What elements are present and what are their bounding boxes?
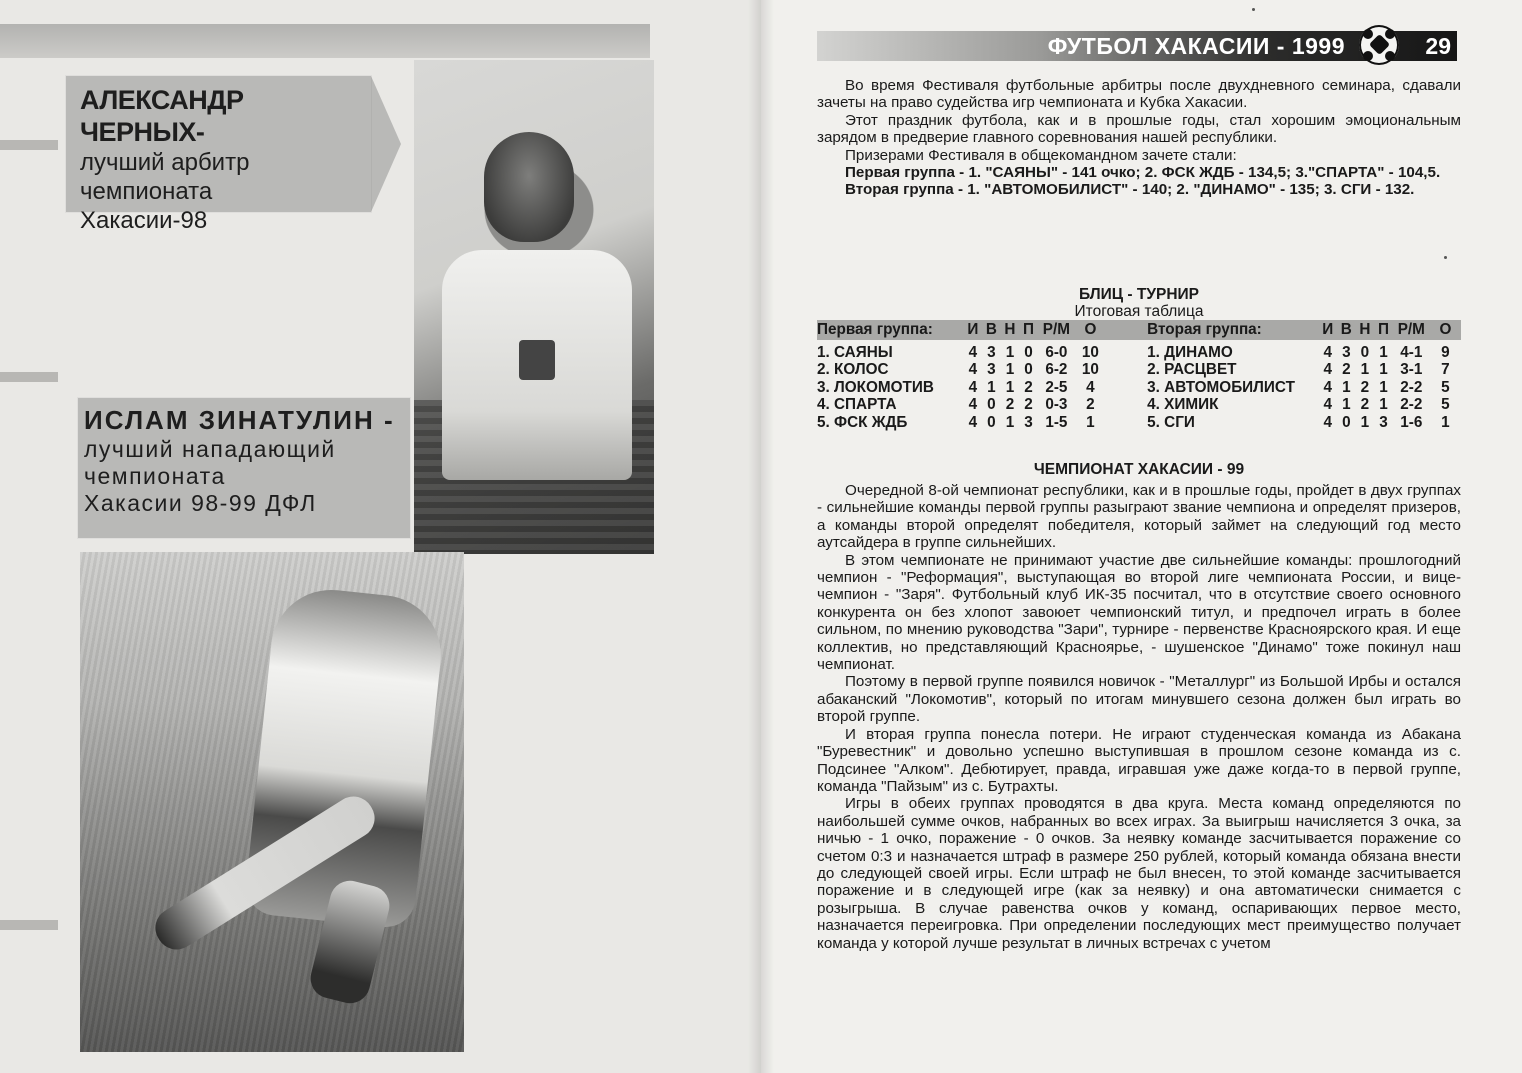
stat-cell: 3: [987, 343, 996, 361]
stat-cell: 1: [1005, 413, 1015, 431]
stat-cell: 2: [1360, 396, 1370, 414]
intro-text: [817, 77, 1461, 199]
callout-name: ИСЛАМ ЗИНАТУЛИН -: [84, 405, 395, 435]
stat-cell: 1: [1379, 396, 1388, 414]
paragraph: Поэтому в первой группе появился новичок - "Металлург" из Большой Ирбы и остался абаканский "Локомотив", который по итогам минувшего сезона должен был играть во второй группе.: [817, 673, 1461, 726]
stat-cell: 2-2: [1400, 378, 1423, 396]
stat-cell: 4: [1086, 378, 1095, 396]
stat-cell: 1: [1342, 396, 1351, 414]
team-cell: 4. СПАРТА: [817, 396, 897, 414]
stat-cell: 1: [1342, 378, 1351, 396]
column-gap: [1106, 320, 1147, 340]
standings-body: [817, 340, 1461, 432]
column-gap: [1106, 361, 1147, 379]
stat-cell: 4: [968, 413, 978, 431]
team-cell: 3. АВТОМОБИЛИСТ: [1147, 378, 1295, 396]
team-cell: 1. ДИНАМО: [1147, 343, 1233, 361]
page-header: [817, 31, 1457, 61]
section-title: ЧЕМПИОНАТ ХАКАСИИ - 99: [1033, 461, 1245, 478]
callout-line: чемпионата: [84, 463, 226, 489]
magazine-title: ФУТБОЛ ХАКАСИИ - 1999: [1047, 33, 1345, 59]
bleed-through-mark: [0, 920, 58, 930]
stat-cell: 1: [1005, 343, 1015, 361]
stat-cell: 1: [1379, 378, 1388, 396]
scan-speck: [1444, 256, 1447, 259]
callout-line: чемпионата: [80, 178, 213, 205]
team-cell: 4. ХИМИК: [1147, 396, 1219, 414]
column-gap: [1106, 340, 1147, 362]
stat-cell: 6-2: [1045, 361, 1068, 379]
stat-cell: 2-5: [1045, 378, 1068, 396]
referee-badge: [519, 340, 555, 380]
column-header: О: [1430, 320, 1461, 340]
stat-cell: 1: [1379, 361, 1388, 379]
stat-cell: 4: [1323, 396, 1333, 414]
bleed-through-banner: [0, 24, 650, 58]
callout-line: Хакасии-98: [80, 207, 208, 234]
stat-cell: 10: [1081, 361, 1099, 379]
stat-cell: 3: [1024, 413, 1033, 431]
stat-cell: 3: [1342, 343, 1351, 361]
stat-cell: 5: [1441, 396, 1450, 414]
callout-line: лучший нападающий: [84, 436, 336, 462]
stat-cell: 0: [1360, 343, 1370, 361]
stat-cell: 4: [1323, 361, 1333, 379]
group-header: Первая группа:: [817, 320, 964, 340]
paragraph: Этот праздник футбола, как и в прошлые годы, стал хорошим эмоциональным зарядом в предверие главного соревнования нашей республики.: [817, 111, 1461, 147]
scan-speck: [1252, 8, 1255, 11]
stat-cell: 1: [1360, 413, 1370, 431]
stat-cell: 1: [1379, 343, 1388, 361]
right-page: [761, 0, 1522, 1073]
prize-line: Вторая группа - 1. "АВТОМОБИЛИСТ" - 140; 2. "ДИНАМО" - 135; 3. СГИ - 132.: [845, 181, 1415, 199]
page-number: 29: [1425, 33, 1451, 59]
table-header-row: [817, 320, 1461, 340]
table-row: [817, 340, 1461, 362]
stat-cell: 10: [1081, 343, 1099, 361]
stat-cell: 9: [1441, 343, 1450, 361]
standings-table: [817, 320, 1461, 432]
stat-cell: 4: [1323, 343, 1333, 361]
stat-cell: 1-5: [1045, 413, 1068, 431]
table-row: [817, 396, 1461, 414]
column-gap: [1106, 414, 1147, 432]
stat-cell: 5: [1441, 378, 1450, 396]
table-row: [817, 379, 1461, 397]
stat-cell: 4: [968, 396, 978, 414]
paragraph: И вторая группа понесла потери. Не играют студенческая команда из Абакана "Буревестник" и довольно успешно выступившая в прошлом сезоне команда из с. Подсинее "Алком". Дебютирует, правда, игравшая уже даже когда-то в первой группе, команда "Пайзым" из с. Бутрахты.: [817, 725, 1461, 795]
stat-cell: 2: [1360, 378, 1370, 396]
callout-arrow: [371, 76, 401, 212]
column-header: П: [1374, 320, 1393, 340]
team-cell: 5. ФСК ЖДБ: [817, 413, 908, 431]
column-header: П: [1019, 320, 1038, 340]
callout-line: Хакасии 98-99 ДФЛ: [84, 490, 317, 516]
stat-cell: 7: [1441, 361, 1450, 379]
team-cell: 2. РАСЦВЕТ: [1147, 361, 1237, 379]
stat-cell: 0: [1024, 361, 1033, 379]
column-header: О: [1075, 320, 1106, 340]
stat-cell: 1: [1360, 361, 1370, 379]
paragraph: Игры в обеих группах проводятся в два круга. Места команд определяются по наибольшей сумме очков, набранных во всех играх. За выигрыш начисляется 3 очка, за ничью - 1 очко, поражение - 0 очков. За неявку команде засчитывается поражение со счетом 0:3 и назначается штраф в размере 250 рублей, который команда обязана внести до следующей своей игры. Если штраф не был внесен, то этой команде засчитывается поражение и в следующей игре (как за неявку) и она автоматически снимается с розыгрыша. В случае равенства очков у команд, оспаривающих первое место, назначается переигровка. При определении последующих мест преимущество получает команда у которой лучше результат в личных встречах с учетом: [817, 795, 1461, 952]
referee-head: [484, 132, 574, 242]
team-cell: 5. СГИ: [1147, 413, 1195, 431]
column-header: И: [1318, 320, 1337, 340]
column-gap: [1106, 379, 1147, 397]
soccer-ball-icon: [1359, 25, 1399, 65]
group-header: Вторая группа:: [1147, 320, 1318, 340]
stat-cell: 4: [968, 361, 978, 379]
stat-cell: 1: [1005, 361, 1015, 379]
stat-cell: 0-3: [1045, 396, 1068, 414]
team-cell: 2. КОЛОС: [817, 361, 889, 379]
team-cell: 3. ЛОКОМОТИВ: [817, 378, 934, 396]
column-header: Н: [1356, 320, 1375, 340]
stat-cell: 4: [968, 343, 978, 361]
prize-line: Первая группа - 1. "САЯНЫ" - 141 очко; 2. ФСК ЖДБ - 134,5; 3."СПАРТА" - 104,5.: [845, 164, 1441, 182]
stat-cell: 4-1: [1400, 343, 1423, 361]
referee-photo: [414, 60, 654, 554]
column-header: Р/М: [1393, 320, 1430, 340]
stat-cell: 2-2: [1400, 396, 1423, 414]
stat-cell: 2: [1086, 396, 1095, 414]
stat-cell: 4: [1323, 378, 1333, 396]
column-header: Н: [1001, 320, 1020, 340]
column-gap: [1106, 396, 1147, 414]
column-header: В: [1337, 320, 1356, 340]
stat-cell: 4: [968, 378, 978, 396]
column-header: Р/М: [1038, 320, 1075, 340]
stat-cell: 0: [1342, 413, 1351, 431]
paragraph: Во время Фестиваля футбольные арбитры после двухдневного семинара, сдавали зачеты на право судейства игр чемпионата и Кубка Хакасии.: [817, 77, 1461, 112]
stat-cell: 1: [1441, 413, 1450, 431]
stat-cell: 0: [987, 413, 996, 431]
table-row: [817, 361, 1461, 379]
paragraph: Очередной 8-ой чемпионат республики, как и в прошлые годы, пройдет в двух группах - сильнейшие команды первой группы разыграют звание чемпиона и определят призеров, а команды второй определят победителя, который займет на следующий год место аутсайдера в группе сильнейших.: [817, 482, 1461, 552]
paragraph: Призерами Фестиваля в общекомандном зачете стали:: [845, 146, 1237, 164]
stat-cell: 1-6: [1400, 413, 1423, 431]
stat-cell: 3-1: [1400, 361, 1423, 379]
stat-cell: 2: [1024, 396, 1033, 414]
section-subtitle: Итоговая таблица: [1074, 303, 1204, 320]
callout-name: АЛЕКСАНДР ЧЕРНЫХ-: [80, 85, 244, 147]
stat-cell: 2: [1024, 378, 1033, 396]
table-row: [817, 414, 1461, 432]
stat-cell: 3: [987, 361, 996, 379]
stat-cell: 0: [987, 396, 996, 414]
stat-cell: 1: [987, 378, 996, 396]
forward-callout: [78, 398, 410, 538]
column-header: И: [964, 320, 983, 340]
bleed-through-mark: [0, 140, 58, 150]
stat-cell: 0: [1024, 343, 1033, 361]
paragraph: В этом чемпионате не принимают участие две сильнейшие команды: прошлогодний чемпион - "Реформация", выступающая во второй лиге чемпионата России, и вице-чемпион - "Заря". Футбольный клуб ИК-35 посчитал, что в отсутствие своего основного конкурента он без хлопот завоюет чемпионский титул, и предпочел играть в более сильном, по мнению руководства "Зари", турнире - первенстве Красноярского края. И еще коллектив, но представляющий Красноярье, - шушенское "Динамо" тоже покинул наш чемпионат.: [817, 551, 1461, 674]
column-header: В: [982, 320, 1001, 340]
stat-cell: 1: [1086, 413, 1095, 431]
section-title: БЛИЦ - ТУРНИР: [1079, 286, 1199, 303]
championship-text: [817, 482, 1461, 952]
bleed-through-mark: [0, 372, 58, 382]
stat-cell: 4: [1323, 413, 1333, 431]
callout-line: лучший арбитр: [80, 149, 250, 176]
team-cell: 1. САЯНЫ: [817, 343, 893, 361]
stat-cell: 2: [1342, 361, 1351, 379]
stat-cell: 2: [1005, 396, 1015, 414]
player-photo: [80, 552, 464, 1052]
referee-callout: [66, 76, 371, 234]
stat-cell: 3: [1379, 413, 1388, 431]
stat-cell: 1: [1005, 378, 1015, 396]
stat-cell: 6-0: [1045, 343, 1068, 361]
